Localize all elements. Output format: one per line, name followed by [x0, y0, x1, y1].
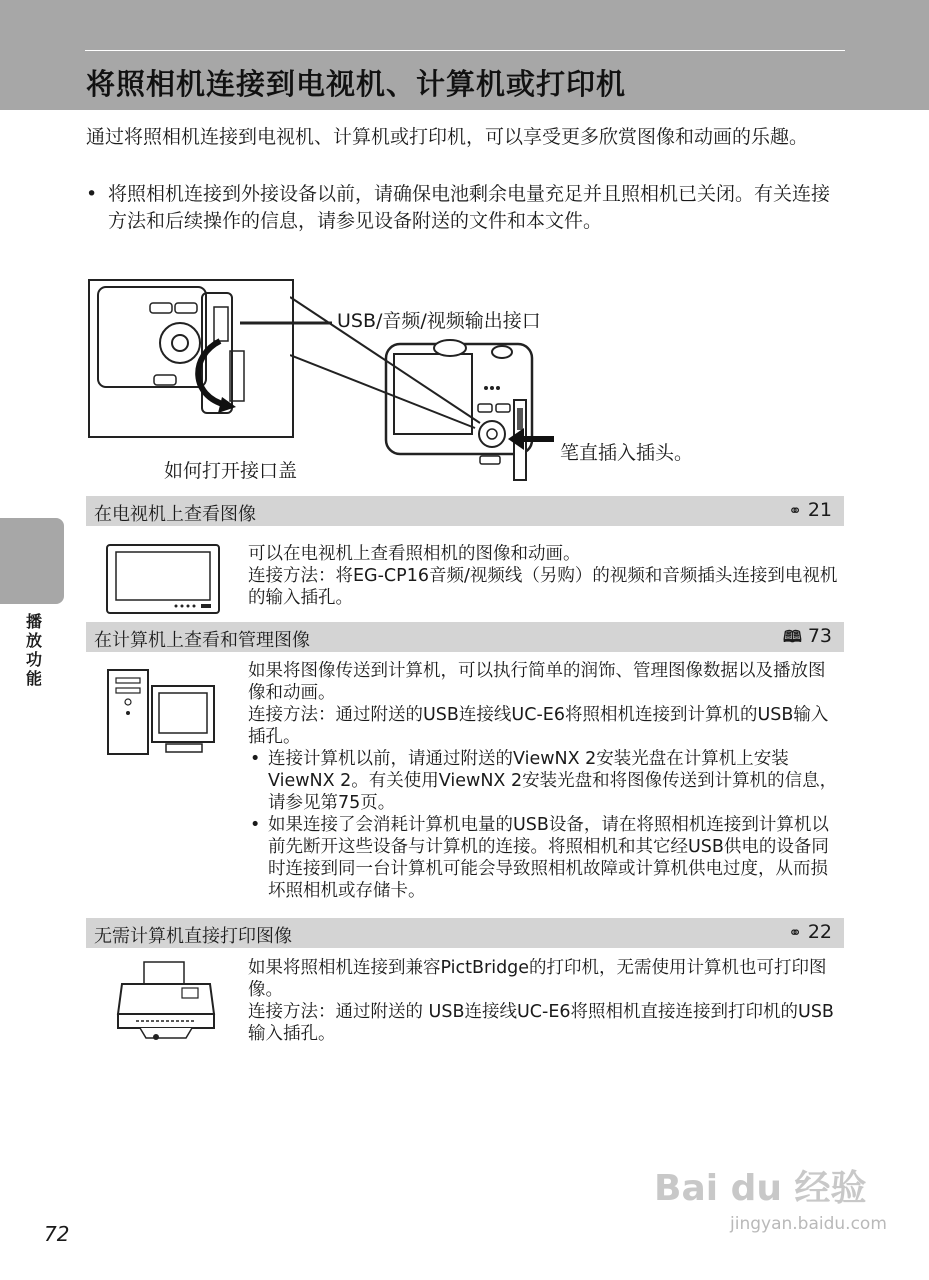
header-rule [85, 50, 845, 51]
page-title: 将照相机连接到电视机、计算机或打印机 [86, 67, 627, 101]
open-cover-label: 如何打开接口盖 [164, 460, 298, 482]
section-tv-header [86, 496, 844, 526]
section-pc-ref-num: 73 [807, 625, 832, 647]
section-tv-method: 连接方法：将EG-CP16音频/视频线（另购）的视频和音频插头连接到电视机的输入插孔。 [248, 566, 838, 608]
baidu-watermark-url: jingyan.baidu.com [730, 1214, 887, 1234]
intro-paragraph: 通过将照相机连接到电视机、计算机或打印机，可以享受更多欣赏图像和动画的乐趣。 [86, 126, 809, 148]
computer-icon [106, 668, 218, 756]
bullet-dot: • [250, 749, 261, 769]
usb-callout-line [240, 318, 335, 328]
section-pc-bullet [248, 814, 838, 902]
section-pc-body [248, 660, 838, 902]
insert-arrow-icon [506, 426, 556, 452]
reference-binoculars-icon: ⚭ [788, 501, 802, 520]
section-printer-desc: 如果将照相机连接到兼容PictBridge的打印机，无需使用计算机也可打印图像。 [248, 958, 827, 1000]
reference-book-icon: 🕮 [782, 627, 802, 646]
insert-plug-label: 笔直插入插头。 [560, 442, 694, 464]
section-printer-method: 连接方法：通过附送的 USB连接线UC-E6将照相机直接连接到打印机的USB输入插孔。 [248, 1002, 834, 1044]
section-printer-ref [788, 921, 832, 943]
page-header [0, 0, 929, 110]
section-pc-bullet [248, 748, 838, 814]
section-tv-desc: 可以在电视机上查看照相机的图像和动画。 [248, 544, 581, 564]
section-printer-body [248, 957, 838, 1045]
intro-bullet-text: 将照相机连接到外接设备以前，请确保电池剩余电量充足并且照相机已关闭。有关连接方法和后续操作的信息，请参见设备附送的文件和本文件。 [108, 183, 831, 232]
section-pc-header [86, 622, 844, 652]
section-tv-ref-num: 21 [807, 499, 832, 521]
bullet-dot: • [250, 815, 261, 835]
section-pc-desc: 如果将图像传送到计算机，可以执行简单的润饰、管理图像数据以及播放图像和动画。 [248, 661, 826, 703]
printer-icon [116, 958, 216, 1042]
page-number: 72 [44, 1222, 70, 1246]
section-tv-body [248, 543, 838, 609]
chapter-side-tab [0, 518, 64, 604]
section-pc-bullet-text: 连接计算机以前，请通过附送的ViewNX 2安装光盘在计算机上安装ViewNX 2。有关使用ViewNX 2安装光盘和将图像传送到计算机的信息，请参见第75页。 [268, 749, 838, 813]
section-pc-bullet-text: 如果连接了会消耗计算机电量的USB设备，请在将照相机连接到计算机以前先断开这些设备与计算机的连接。将照相机和其它经USB供电的设备同时连接到同一台计算机可能会导致照相机故障或计算机供电过度，从而损坏照相机或存储卡。 [268, 815, 829, 901]
usb-port-label: USB/音频/视频输出接口 [337, 310, 541, 332]
section-printer-header [86, 918, 844, 948]
baidu-watermark-logo: Bai du 经验 [654, 1168, 867, 1209]
chapter-side-label: 播放功能 [26, 612, 43, 688]
section-tv-title: 在电视机上查看图像 [94, 504, 256, 525]
section-tv-ref [788, 499, 832, 521]
camera-side-illustration [90, 281, 292, 436]
reference-binoculars-icon: ⚭ [788, 923, 802, 942]
intro-bullet [86, 181, 846, 235]
section-printer-title: 无需计算机直接打印图像 [94, 926, 292, 947]
bullet-dot: • [86, 183, 98, 205]
section-printer-ref-num: 22 [807, 921, 832, 943]
section-pc-title: 在计算机上查看和管理图像 [94, 630, 310, 651]
section-pc-method: 连接方法：通过附送的USB连接线UC-E6将照相机连接到计算机的USB输入插孔。 [248, 705, 829, 747]
section-pc-ref [783, 625, 832, 653]
connector-cover-photo [88, 279, 294, 438]
tv-icon [106, 544, 220, 614]
